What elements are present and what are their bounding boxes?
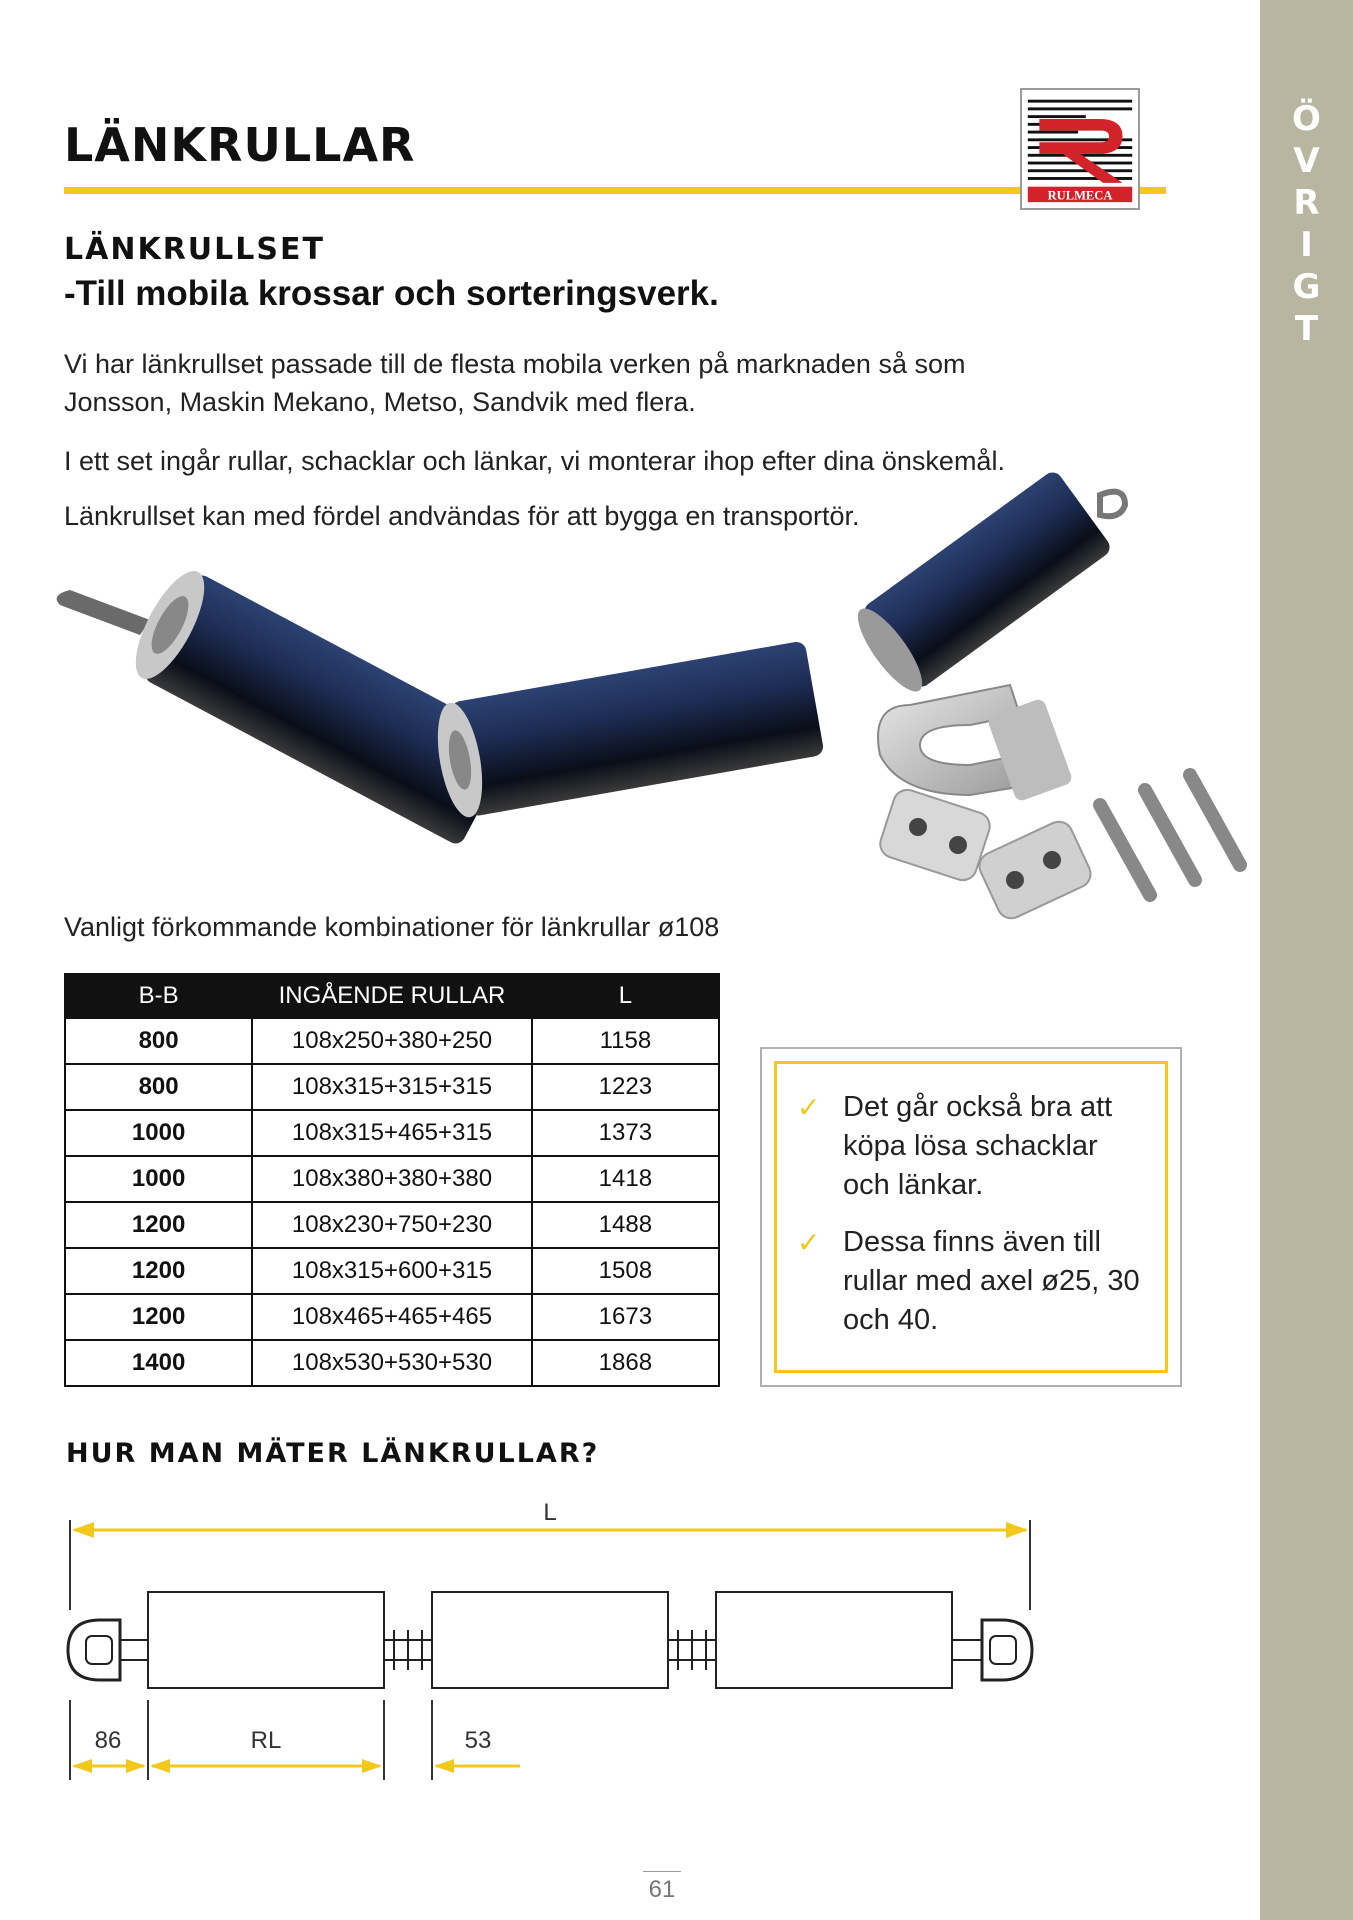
rulmeca-logo [1020,88,1140,210]
table-row [65,1202,719,1248]
info-item [797,1088,1145,1205]
side-tab-letter: Ö [1292,99,1321,139]
cell-bb: 1000 [65,1156,252,1202]
intro-line: Jonsson, Maskin Mekano, Metso, Sandvik med flera. [64,387,696,417]
cell-length: 1373 [532,1110,719,1156]
table-header-row [65,974,719,1018]
cell-rollers: 108x315+315+315 [252,1064,532,1110]
cell-bb: 1200 [65,1202,252,1248]
info-line: och 40. [843,1304,939,1336]
cell-length: 1508 [532,1248,719,1294]
check-icon: ✓ [797,1091,821,1124]
cell-rollers: 108x230+750+230 [252,1202,532,1248]
usage-text: Länkrullset kan med fördel andvändas för att bygga en transportör. [64,501,860,531]
cell-rollers: 108x315+600+315 [252,1248,532,1294]
info-line: köpa lösa schacklar [843,1130,1098,1162]
column-header-rollers: INGÅENDE RULLAR [252,974,532,1018]
side-tab-letter: T [1294,309,1319,349]
side-tab-letter: G [1292,267,1321,307]
column-header-bb: B-B [65,974,252,1018]
intro-line: Vi har länkrullset passade till de flesta mobila verken på marknaden så som [64,349,966,379]
info-item [797,1223,1145,1340]
page-number: 61 [648,1876,676,1903]
set-contents-text: I ett set ingår rullar, schacklar och länkar, vi monterar ihop efter dina önskemål. [64,446,1005,476]
cell-length: 1868 [532,1340,719,1386]
section-subheading: -Till mobila krossar och sorteringsverk. [64,274,719,313]
page-title: LÄNKRULLAR [64,118,416,172]
info-box-inner [774,1061,1168,1373]
cell-length: 1418 [532,1156,719,1202]
cell-bb: 800 [65,1064,252,1110]
cell-rollers: 108x380+380+380 [252,1156,532,1202]
cell-length: 1488 [532,1202,719,1248]
section-heading: LÄNKRULLSET [64,232,325,267]
info-line: Dessa finns även till [843,1226,1101,1258]
cell-rollers: 108x465+465+465 [252,1294,532,1340]
table-row [65,1156,719,1202]
table-row [65,1248,719,1294]
dimension-label-86: 86 [94,1727,122,1754]
table-row [65,1294,719,1340]
cell-rollers: 108x250+380+250 [252,1018,532,1064]
measurement-diagram [60,1490,1040,1790]
logo-text: RULMECA [1047,188,1113,203]
info-box [760,1047,1182,1387]
side-tab-letter: V [1293,141,1320,181]
cell-length: 1223 [532,1064,719,1110]
info-line: Det går också bra att [843,1091,1113,1123]
cell-bb: 800 [65,1018,252,1064]
cell-length: 1673 [532,1294,719,1340]
table-row [65,1110,719,1156]
cell-bb: 1200 [65,1294,252,1340]
side-tab-label [1260,98,1353,350]
dimension-label-rl: RL [250,1727,282,1754]
side-tab-letter: I [1300,225,1313,265]
column-header-length: L [532,974,719,1018]
check-icon: ✓ [797,1226,821,1259]
side-tab [1260,0,1353,1920]
info-line: rullar med axel ø25, 30 [843,1265,1140,1297]
dimension-label-l: L [543,1499,557,1526]
cell-bb: 1000 [65,1110,252,1156]
cell-length: 1158 [532,1018,719,1064]
page-number-rule [643,1871,681,1872]
cell-bb: 1200 [65,1248,252,1294]
side-tab-letter: R [1293,183,1320,223]
table-row [65,1064,719,1110]
cell-bb: 1400 [65,1340,252,1386]
product-photo [40,455,1270,1055]
table-row [65,1340,719,1386]
dimension-label-53: 53 [464,1727,492,1754]
cell-rollers: 108x530+530+530 [252,1340,532,1386]
combinations-table [64,973,720,1387]
title-underline [64,187,1166,194]
info-line: och länkar. [843,1169,984,1201]
measure-heading: HUR MAN MÄTER LÄNKRULLAR? [66,1438,600,1469]
table-caption: Vanligt förkommande kombinationer för länkrullar ø108 [64,912,720,942]
cell-rollers: 108x315+465+315 [252,1110,532,1156]
table-row [65,1018,719,1064]
